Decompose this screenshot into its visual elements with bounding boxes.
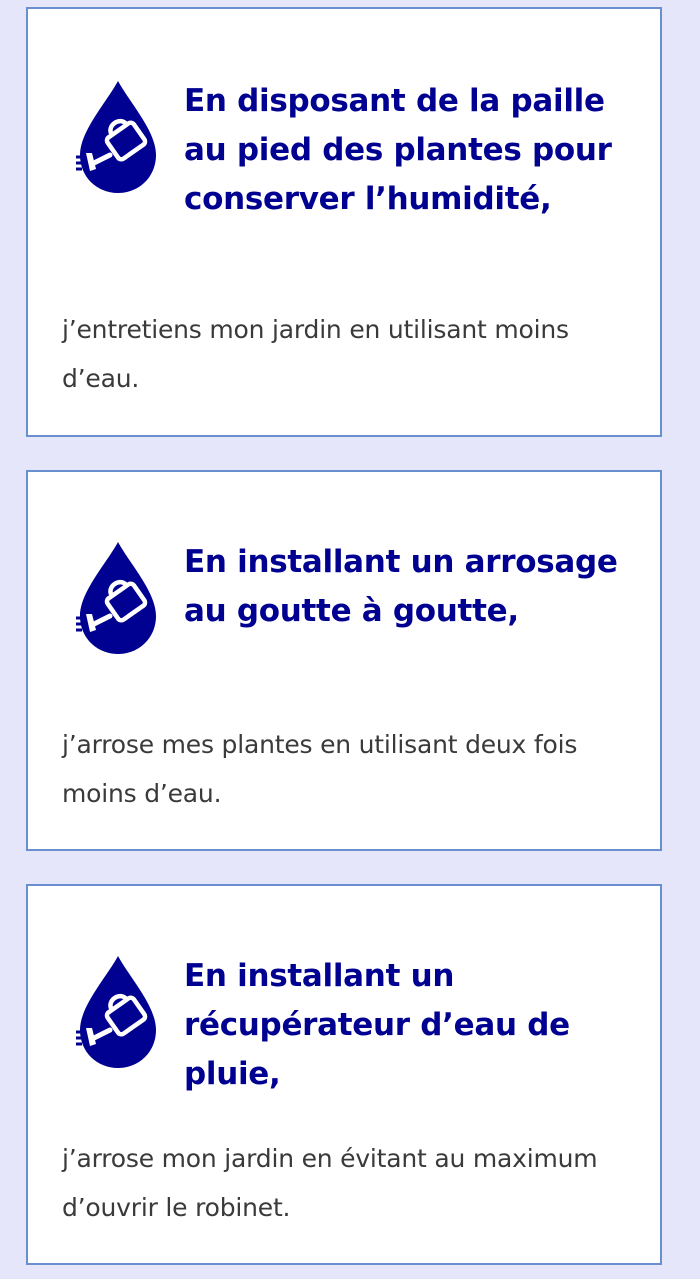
- water-drop-watering-can-icon: [76, 77, 160, 195]
- advice-card-rainwater-collector: [26, 884, 662, 1265]
- card-description: j’entretiens mon jardin en utilisant moins d’eau.: [62, 315, 569, 393]
- card-title: En installant un récupérateur d’eau de pluie,: [184, 958, 570, 1092]
- water-drop-watering-can-icon: [76, 538, 160, 656]
- card-description: j’arrose mes plantes en utilisant deux fois moins d’eau.: [62, 730, 578, 808]
- water-drop-watering-can-icon: [76, 952, 160, 1070]
- card-title: En installant un arrosage au goutte à goutte,: [184, 544, 618, 629]
- advice-card-drip-irrigation: [26, 470, 662, 851]
- card-description: j’arrose mon jardin en évitant au maximum d’ouvrir le robinet.: [62, 1144, 598, 1222]
- card-title: En disposant de la paille au pied des plantes pour conserver l’humidité,: [184, 83, 612, 217]
- advice-card-mulch: [26, 7, 662, 437]
